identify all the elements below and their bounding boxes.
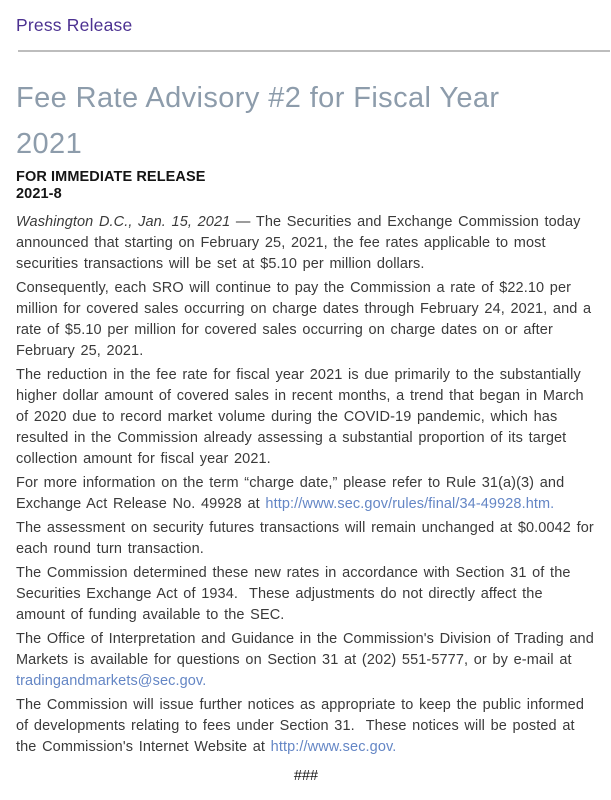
release-meta <box>16 169 596 203</box>
page-header <box>16 14 596 167</box>
section-31-determination-paragraph <box>16 563 596 626</box>
rate-reduction-paragraph <box>16 365 596 470</box>
kicker-press-release: Press Release <box>16 15 133 35</box>
page-title: Fee Rate Advisory #2 for Fiscal Year 2021 <box>16 82 500 160</box>
paragraph-text: The Office of Interpretation and Guidance in the Commission's Division of Trading and Markets is available for questions on Section 31 at (202) 551-5777, or by e-mail at <box>16 631 594 668</box>
trading-and-markets-email-link[interactable]: tradingandmarkets@sec.gov. <box>16 673 207 689</box>
press-release-body <box>16 212 596 758</box>
sro-rates-paragraph <box>16 278 596 362</box>
futures-assessment-paragraph <box>16 518 596 560</box>
paragraph-text: The Commission determined these new rates in accordance with Section 31 of the Securities Exchange Act of 1934. These adjustments do not directly affect the amount of funding available to the SEC. <box>16 565 571 623</box>
charge-date-info-paragraph <box>16 473 596 515</box>
release-49928-link[interactable]: http://www.sec.gov/rules/final/34-49928.htm. <box>265 496 555 512</box>
paragraph-text: The Commission will issue further notices as appropriate to keep the public informed of developments relating to fees under Section 31. These notices will be posted at the Commission's Internet Website at <box>16 697 584 755</box>
further-notices-paragraph <box>16 695 596 758</box>
dateline: Washington D.C., Jan. 15, 2021 <box>16 214 231 230</box>
header-divider <box>18 50 610 52</box>
dateline-paragraph <box>16 212 596 275</box>
contact-paragraph <box>16 629 596 692</box>
paragraph-text: — The Securities and Exchange Commission today announced that starting on February 25, 2021, the fee rates applicable to most securities transactions will be set at $5.10 per million dollars. <box>16 214 581 272</box>
end-mark: ### <box>293 768 319 784</box>
sec-website-link[interactable]: http://www.sec.gov. <box>270 739 397 755</box>
paragraph-text: The assessment on security futures transactions will remain unchanged at $0.0042 for each round turn transaction. <box>16 520 594 557</box>
paragraph-text: Consequently, each SRO will continue to pay the Commission a rate of $22.10 per million for covered sales occurring on charge dates through February 24, 2021, and a rate of $5.10 per million for covered sales occurring on charge dates on or after February 25, 2021. <box>16 280 592 359</box>
paragraph-text: For more information on the term “charge date,” please refer to Rule 31(a)(3) and Exchange Act Release No. 49928 at <box>16 475 565 512</box>
release-label: FOR IMMEDIATE RELEASE <box>16 169 206 185</box>
paragraph-text: The reduction in the fee rate for fiscal year 2021 is due primarily to the substantially higher dollar amount of covered sales in recent months, a trend that began in March of 2020 due to record market volume during the COVID-19 pandemic, which has resulted in the Commission already assessing a substantial proportion of its target collection amount for fiscal year 2021. <box>16 367 584 467</box>
release-number: 2021-8 <box>16 186 62 202</box>
